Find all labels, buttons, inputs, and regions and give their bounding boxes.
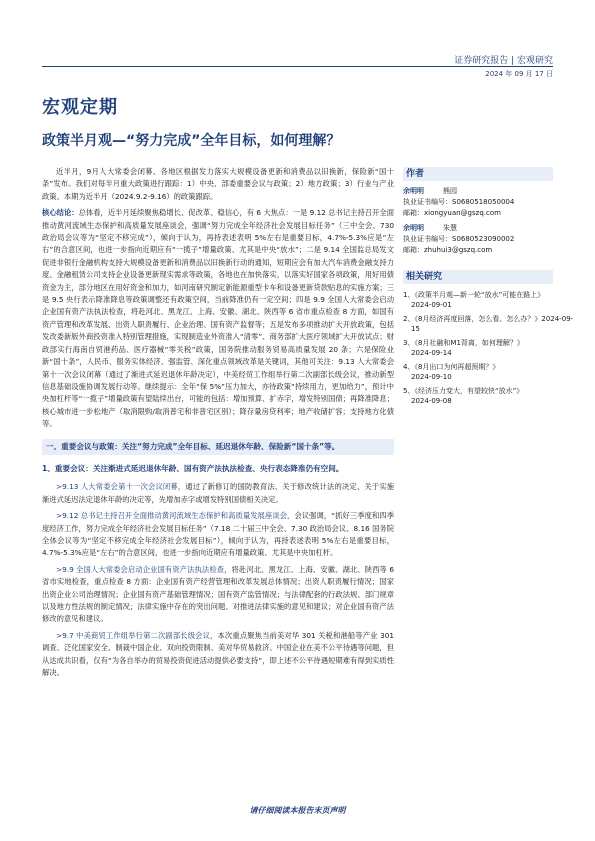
news-item xyxy=(42,564,394,626)
news-item xyxy=(42,481,394,506)
news-lead: >9.7 中美商贸工作组举行第二次副部长级会议， xyxy=(56,630,218,640)
header-divider xyxy=(42,66,553,67)
author-role: 余明明 xyxy=(403,187,424,195)
main-column xyxy=(42,166,394,683)
report-category: 证券研究报告 | 宏观研究 xyxy=(454,56,553,66)
report-type-title: 宏观定期 xyxy=(42,97,118,118)
related-item[interactable] xyxy=(403,386,553,406)
related-item[interactable] xyxy=(403,290,553,310)
related-item[interactable] xyxy=(403,314,574,334)
news-text: 通过了新修订的国防教育法、关于修改统计法的决定、关于实施渐进式延迟法定退休年龄的决定等，先增加赤字或增发特别国债相关决定。 xyxy=(42,482,394,504)
authors-block xyxy=(403,186,553,256)
report-title: 政策半月观—“努力完成”全年目标，如何理解？ xyxy=(42,133,341,149)
related-date: 2024-09-08 xyxy=(411,397,452,405)
core-conclusion xyxy=(42,207,394,430)
authors-heading: 作者 xyxy=(403,167,553,181)
footer-disclaimer: 请仔细阅读本报告末页声明 xyxy=(249,806,346,815)
subsection-heading-1-1: 1、重要会议：关注渐进式延迟退休年龄、国有资产法执法检查、央行表态降准仍有空间。 xyxy=(42,463,344,473)
news-text: 将赴河北、黑龙江、上海、安徽、湖北、陕西等 6 省市实地检查，重点检查 8 方面：企业国有资产经营管理和改革发展总体情况；出资人职责履行情况；国家出资企业公司治理情况；企业国有资产基础管理情况；国有资产监管情况；与法律配套的行政法规、部门规章以及地方性法规的制定情况；法律实施中存在的突出问题、对推进法律实施的意见和建议；对企业国有资产法修改的意见和建议。 xyxy=(42,564,394,624)
author-name: 朱慧 xyxy=(443,224,457,232)
related-date: 2024-09-14 xyxy=(411,349,452,357)
author-name: 熊园 xyxy=(443,187,457,195)
author-email[interactable]: 邮箱：xiongyuan@gszq.com xyxy=(403,209,501,217)
news-lead: >9.13 人大常委会第十一次会议闭幕， xyxy=(56,482,186,492)
related-item[interactable] xyxy=(403,362,553,382)
related-date: 15 xyxy=(411,325,420,333)
related-list xyxy=(403,290,574,410)
news-item xyxy=(42,630,394,680)
related-title[interactable]: 2、《8月经济再度回落，怎么看、怎么办？》2024-09- xyxy=(403,315,574,323)
author-row xyxy=(403,223,553,234)
author-email[interactable]: 邮箱：zhuhui3@gszq.com xyxy=(403,246,493,254)
related-date: 2024-09-01 xyxy=(411,301,452,309)
news-text: 本次重点聚焦当前美对华 301 关税和港船等产业 301 调查、泛化国家安全、制裁中国企业、双向投资限制、美对华贸易救济、中国企业在美不公平待遇等问题，但从达成共识看，仅有“为各自举办的贸易投资促进活动提供必要支持”，即上述不公平待遇短期难有得到实质性解决。 xyxy=(42,630,394,678)
related-title[interactable]: 4、《8月出口为何再超预期？》 xyxy=(403,363,500,371)
news-text: 会议强调，“抓好三季度和四季度经济工作，努力完成全年经济社会发展目标任务”（7.18 二十届三中全会、7.30 政治局会议、8.16 国务院全体会议等为“坚定不移完成全年经济社会发展目标”），倾向于认为，再持表述表明 5%左右是重要目标，4.7%-5.3%应是“左右”的合意区间，也进一步指向近期应有增量政策、尤其是中央加杠杆。 xyxy=(42,511,395,558)
author-license: 执业证书编号：S0680518050004 xyxy=(403,198,515,206)
core-text: 总体看，近半月延续聚焦稳增长、促改革、稳信心，有 6 大焦点：一是 9.12 总书记主持召开全面推动黄河流域生态保护和高质量发展座谈会，强调“努力完成全年经济社会发展目标任务”（三中全会、730 政治局会议等为“坚定不移完成”），倾向于认为，再持表述表明 5%左右是重要目标，4.7%-5.3%应是“左右”的合意区间，也进一步指向近期应有“一揽子”增量政策、尤其是中央“放水”；二是 9.14 全国监总局发文促进非银行金融机构支持大规模设备更新和消费品以旧换新行动的通知，短期应会有加大汽车消费金融支持力度、金融租赁公司支持企业设备更新现实需求等政策，各地也在加快落实，以落实好国家各项政策，用好用债资金为主，部分地区在用好资金和加力，如河南研究制定新能源重型卡车和设备更新贷款贴息的实施方案；三是 9.5 央行表示降准降息等政策调整还有政策空间，当前降准仍有一定空间；四是 9.9 全国人大常委会启动企业国有资产法执法检查，将赴河北、黑龙江、上海、安徽、湖北、陕西等 6 省市重点检查 8 方面，如国有资产管理和改革发展、出资人职责履行、企业治理、国有资产监督等；五是发布多项推动扩大开放政策，包括发改委新版外商投资准入特别管理措施，实现制造业外资准入“清零”、商务部扩大医疗领域扩大开放试点；财政部实行海南自贸港药品、医疗器械“零关税”政策，国务院推动服务贸易高质量发展 20 条；六是保险业新“国十条”，人民币、服务实体经济、强监管、深化重点领域改革是关键词，其他可关注：9.13 人大常委会第十一次会议闭幕（通过了渐进式延迟退休年龄决定），中美经贸工作组举行第二次副部长级会议，推动新型信息基础设施协调发展行动等。继续提示：全年“保 5%”压力加大，亦待政策“持续用力，更加给力”，预计中央加杠杆等“一揽子”增量政策有望陆续出台，可能的包括：增加预算、扩赤字，增发特别国债；再降准降息；核心城市进一步松地产（取消限购/取消普宅和非普宅区别）；降存量房贷利率；地产收储扩容；支持地方化债等。 xyxy=(42,208,395,429)
related-date: 2024-09-10 xyxy=(411,373,452,381)
related-title[interactable]: 5、《经济压力变大，有望较快“放水”》 xyxy=(403,387,524,395)
core-label: 核心结论： xyxy=(42,208,79,218)
author-license: 执业证书编号：S0680523090002 xyxy=(403,235,515,243)
author-row xyxy=(403,186,553,197)
intro-paragraph: 近半月，9月人大常委会闭幕、各地区根据发力落实大规模设备更新和消费品以旧换新，保险新“国十条”发布。我们对每半月重大政策进行跟踪：1）中央、部委重要会议与政策；2）地方政策；3）行业与产业政策。本期为近半月（2024.9.2-9.16）的政策跟踪。 xyxy=(42,167,394,201)
related-heading: 相关研究 xyxy=(403,270,553,284)
related-title[interactable]: 1、《政策半月观—新一轮“放水”可能在路上》 xyxy=(403,291,545,299)
section-heading-1: 一、重要会议与政策：关注“努力完成”全年目标、延迟退休年龄、保险新“国十条”等。 xyxy=(42,439,394,455)
related-item[interactable] xyxy=(403,338,553,358)
author-role: 余明明 xyxy=(403,224,424,232)
news-lead: >9.12 总书记主持召开全面推动黄河流域生态保护和高质量发展座谈会， xyxy=(56,511,295,521)
related-title[interactable]: 3、《8月社融和M1背离，如何理解？》 xyxy=(403,339,524,347)
news-item xyxy=(42,510,394,560)
news-lead: >9.9 全国人大常委会启动企业国有资产法执法检查， xyxy=(56,564,232,574)
report-date: 2024 年 09 月 17 日 xyxy=(485,70,553,78)
